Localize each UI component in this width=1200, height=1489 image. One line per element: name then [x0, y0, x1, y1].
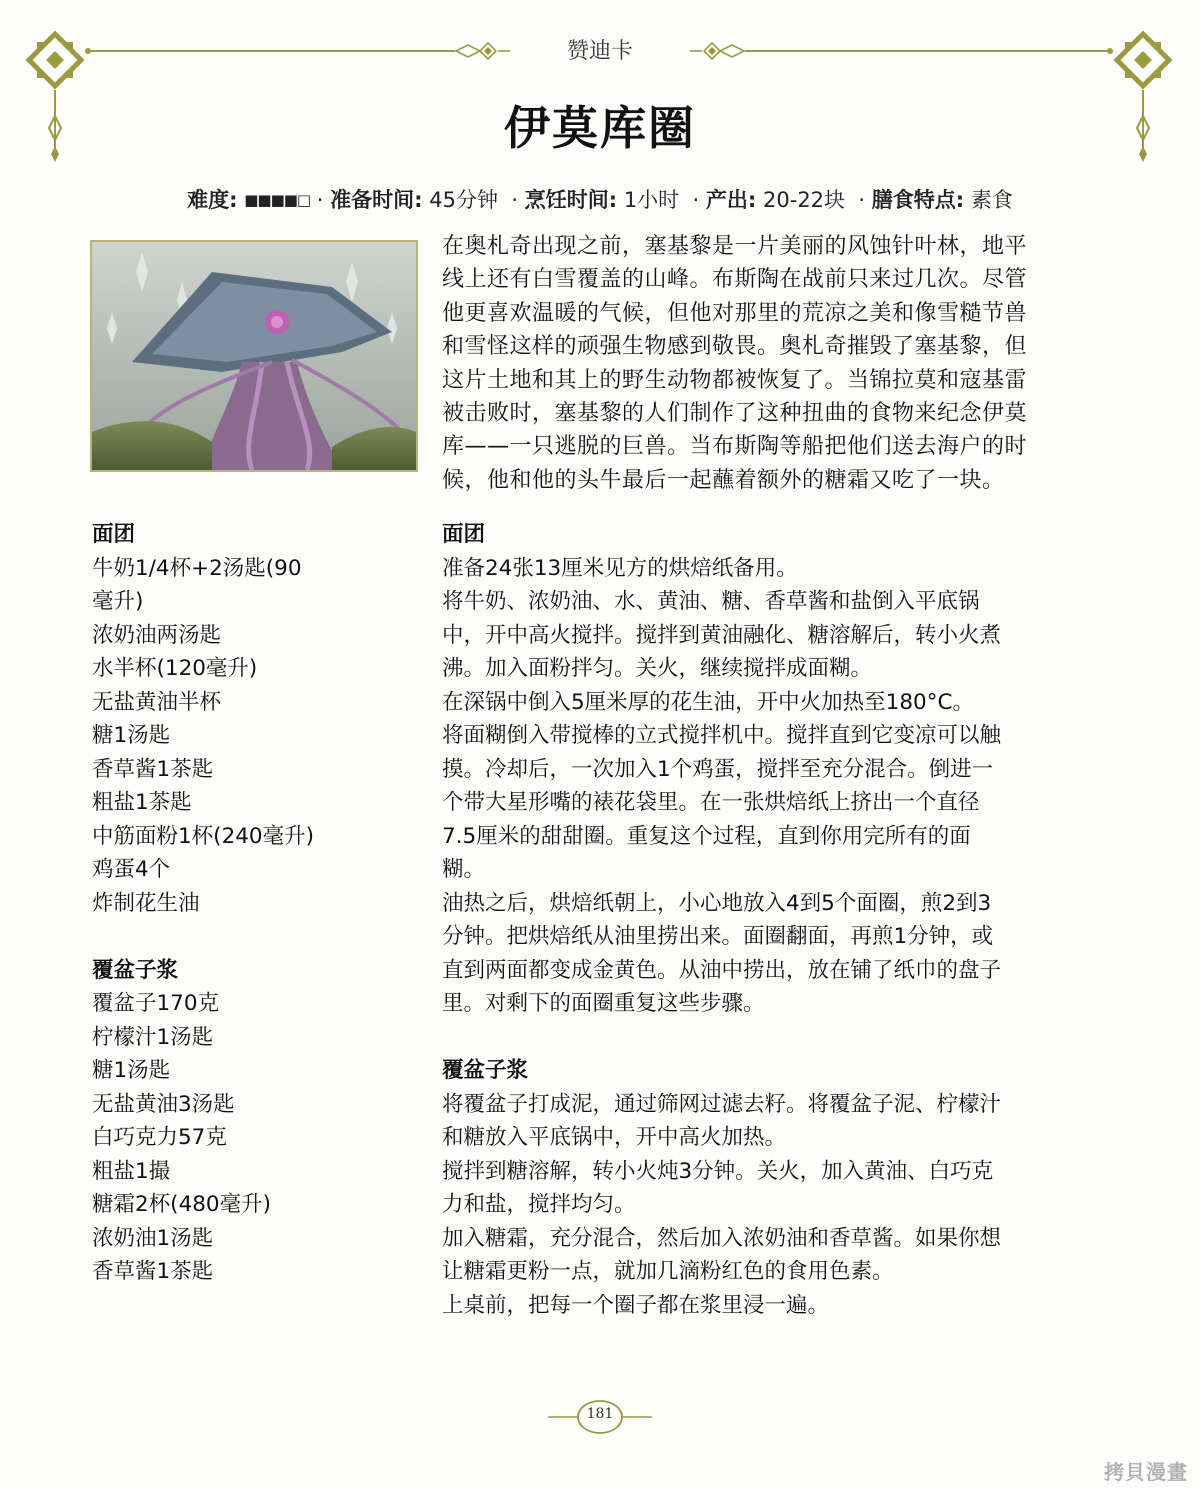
difficulty-label: 难度:: [187, 188, 238, 212]
ingredient-item: 牛奶1/4杯+2汤匙(90: [92, 555, 302, 581]
instruction-line: 和糖放入平底锅中，开中高火加热。: [442, 1125, 787, 1150]
ingredient-item: 中筋面粉1杯(240毫升): [92, 823, 314, 849]
instruction-line: 将覆盆子打成泥，通过筛网过滤去籽。将覆盆子泥、柠檬汁: [442, 1091, 1002, 1117]
ingredient-item: 糖霜2杯(480毫升): [92, 1192, 271, 1217]
instruction-line: 准备24张13厘米见方的烘焙纸备用。: [442, 555, 798, 581]
intro-line: 候，他和他的头牛最后一起蘸着额外的糖霜又吃了一块。: [442, 467, 1005, 493]
ingredients-list: [92, 518, 412, 1289]
intro-line: 被击败时，塞基黎的人们制作了这种扭曲的食物来纪念伊莫: [442, 401, 1028, 427]
ingredient-item: 水半杯(120毫升): [92, 656, 258, 681]
ingredient-item: 香草酱1茶匙: [92, 1259, 214, 1284]
ingredient-item: 浓奶油1汤匙: [92, 1225, 214, 1251]
ingredient-item: 粗盐1茶匙: [92, 790, 192, 815]
instruction-line: 加入糖霜，充分混合，然后加入浓奶油和香草酱。如果你想: [442, 1225, 1002, 1251]
page-number-badge: [540, 1400, 660, 1434]
intro-line: 在奥札奇出现之前，塞基黎是一片美丽的风蚀针叶林，地平: [442, 234, 1028, 259]
diet-label: 膳食特点:: [871, 188, 965, 212]
ingredient-item: 无盐黄油半杯: [92, 689, 222, 715]
instruction-line: 分钟。把烘焙纸从油里捞出来。面圈翻面，再煎1分钟，或: [442, 924, 994, 949]
instruction-line: 让糖霜更粉一点，就加几滴粉红色的食用色素。: [442, 1259, 894, 1284]
recipe-meta: [0, 184, 1200, 214]
ingredient-item: 无盐黄油3汤匙: [92, 1091, 235, 1117]
instruction-line: 个带大星形嘴的裱花袋里。在一张烘焙纸上挤出一个直径: [442, 790, 980, 815]
cook-time-value: 1小时: [623, 188, 680, 212]
intro-line: 线上还有白雪覆盖的山峰。布斯陶在战前只来过几次。尽管: [442, 267, 1028, 293]
yield-value: 20-22块: [763, 188, 846, 212]
ingredient-item: 粗盐1撮: [92, 1158, 171, 1184]
meta-separator: ·: [692, 188, 700, 212]
ingredient-item: 鸡蛋4个: [92, 857, 171, 882]
instruction-line: 7.5厘米的甜甜圈。重复这个过程，直到你用完所有的面: [442, 823, 971, 849]
instruction-line: 直到两面都变成金黄色。从油中捞出，放在铺了纸巾的盘子: [442, 957, 1002, 983]
instructions-dough-heading: 面团: [442, 522, 486, 547]
difficulty-rating: ■■■■□: [244, 191, 311, 209]
ingredient-item: 糖1汤匙: [92, 723, 171, 748]
ingredient-item: 柠檬汁1汤匙: [92, 1024, 214, 1050]
ingredient-item: 浓奶油两汤匙: [92, 622, 222, 648]
ingredients-dough-heading: 面团: [92, 522, 136, 547]
instruction-line: 上桌前，把每一个圈子都在浆里浸一遍。: [442, 1292, 830, 1318]
ingredient-item: 炸制花生油: [92, 890, 200, 916]
intro-story: [442, 230, 1102, 497]
instructions-syrup-heading: 覆盆子浆: [442, 1058, 529, 1083]
intro-line: 这片土地和其上的野生动物都被恢复了。当锦拉莫和寇基雷: [442, 367, 1028, 393]
recipe-title: 伊莫库圈: [504, 101, 696, 155]
chapter-title: 赞迪卡: [566, 39, 633, 64]
meta-separator: ·: [316, 188, 324, 212]
instruction-line: 里。对剩下的面圈重复这些步骤。: [442, 991, 765, 1016]
prep-time-label: 准备时间:: [330, 188, 423, 212]
ingredient-item: 糖1汤匙: [92, 1058, 171, 1083]
ingredient-item: 覆盆子170克: [92, 991, 220, 1016]
instruction-line: 在深锅中倒入5厘米厚的花生油，开中火加热至180°C。: [442, 689, 974, 715]
diet-value: 素食: [970, 188, 1013, 212]
instruction-line: 摸。冷却后，一次加入1个鸡蛋，搅拌至充分混合。倒进一: [442, 756, 994, 782]
yield-label: 产出:: [705, 188, 757, 212]
instruction-line: 中，开中高火搅拌。搅拌到黄油融化、糖溶解后，转小火煮: [442, 622, 1002, 648]
intro-line: 库——一只逃脱的巨兽。当布斯陶等船把他们送去海户的时: [442, 434, 1028, 460]
watermark: 拷貝漫畫: [1104, 1460, 1188, 1484]
intro-line: 他更喜欢温暖的气候，但他对那里的荒凉之美和像雪糙节兽: [442, 300, 1028, 326]
cook-time-label: 烹饪时间:: [524, 188, 618, 212]
ingredients-syrup-heading: 覆盆子浆: [92, 957, 179, 983]
meta-separator: ·: [511, 188, 519, 212]
prep-time-value: 45分钟: [429, 188, 498, 212]
meta-separator: ·: [858, 188, 866, 212]
instruction-line: 力和盐，搅拌均匀。: [442, 1192, 636, 1217]
page-number: 181: [586, 1406, 614, 1422]
instruction-line: 沸。加入面粉拌匀。关火，继续搅拌成面糊。: [442, 656, 873, 681]
instructions: [442, 518, 1102, 1322]
intro-line: 和雪怪这样的顽强生物感到敬畏。奥札奇摧毁了塞基黎，但: [442, 334, 1028, 360]
instruction-line: 搅拌到糖溶解，转小火炖3分钟。关火，加入黄油、白巧克: [442, 1158, 994, 1184]
instruction-line: 油热之后，烘焙纸朝上，小心地放入4到5个面圈，煎2到3: [442, 890, 992, 916]
instruction-line: 将牛奶、浓奶油、水、黄油、糖、香草酱和盐倒入平底锅: [442, 589, 980, 614]
instruction-line: 糊。: [442, 857, 486, 882]
recipe-illustration: [90, 240, 418, 472]
ingredient-item: 白巧克力57克: [92, 1125, 227, 1150]
eldrazi-artwork-icon: [92, 242, 416, 470]
ingredient-item: 毫升): [92, 589, 144, 614]
ingredient-item: 香草酱1茶匙: [92, 756, 214, 782]
instruction-line: 将面糊倒入带搅棒的立式搅拌机中。搅拌直到它变凉可以触: [442, 723, 1002, 748]
